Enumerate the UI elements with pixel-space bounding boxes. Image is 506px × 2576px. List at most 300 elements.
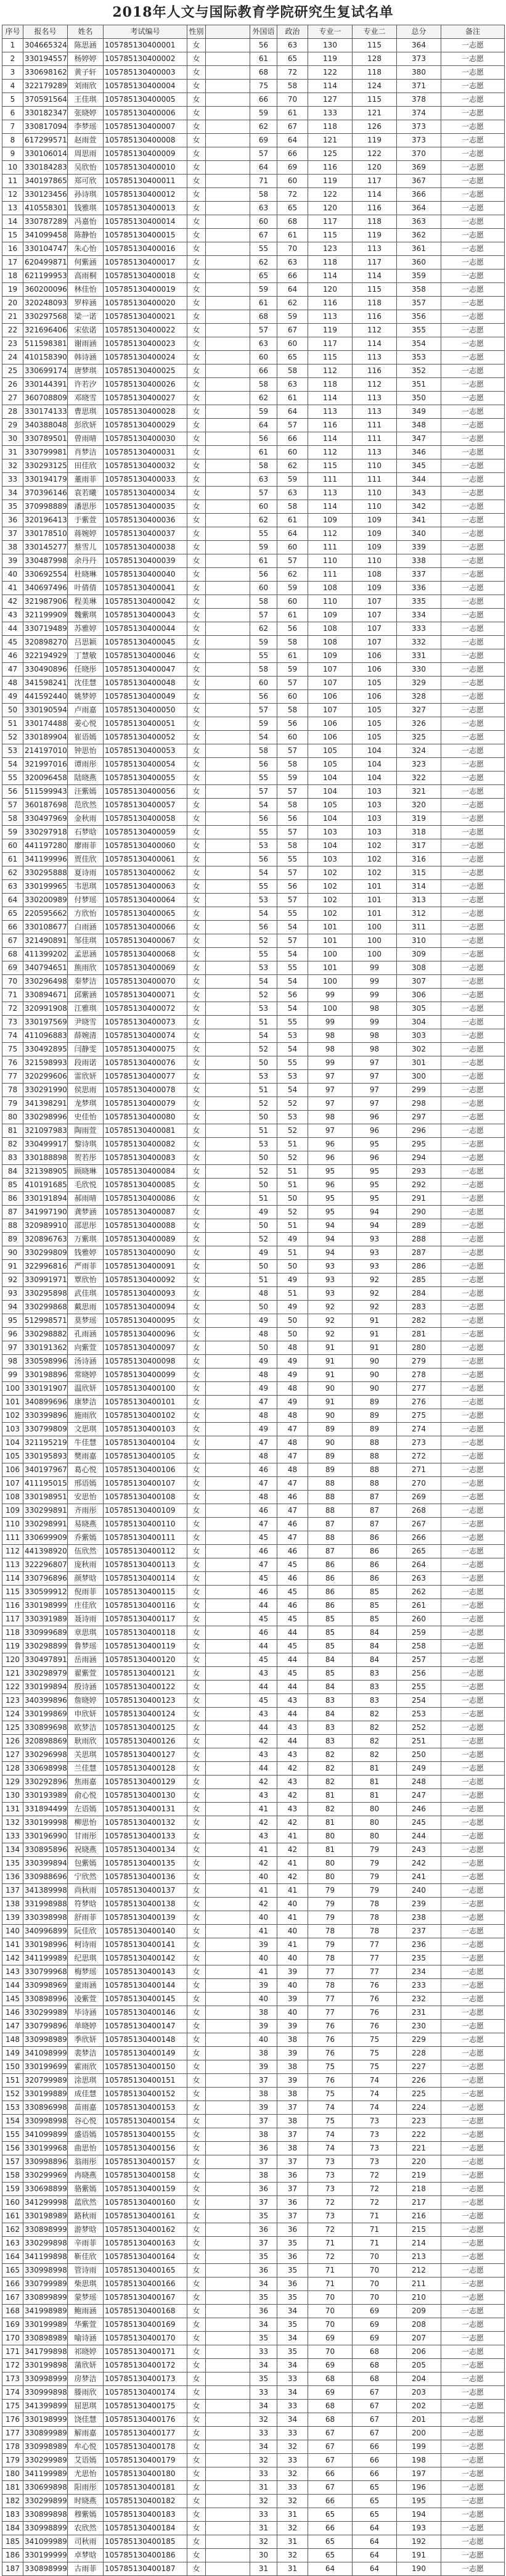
cell-col-gender: 女: [187, 1097, 206, 1111]
cell-col-index: 111: [2, 1531, 23, 1545]
cell-col-gender: 女: [187, 1138, 206, 1151]
cell-col-index: 18: [2, 270, 23, 283]
cell-col-gender: 女: [187, 392, 206, 405]
cell-col-major-two: 106: [353, 649, 397, 663]
cell-col-application-no: 340996899: [23, 1925, 68, 1938]
cell-col-major-one: 83: [308, 1721, 353, 1735]
cell-col-index: 68: [2, 948, 23, 961]
cell-col-gender: 女: [187, 473, 206, 487]
cell-col-total: 231: [397, 2006, 441, 2020]
cell-col-index: 186: [2, 2549, 23, 2562]
table-row: [2, 663, 505, 677]
cell-spacer: [206, 2508, 250, 2522]
cell-col-foreign-language: 60: [250, 582, 277, 595]
table-row: [2, 2006, 505, 2020]
cell-col-total: 215: [397, 2223, 441, 2237]
cell-col-major-one: 85: [308, 1667, 353, 1681]
cell-col-gender: 女: [187, 663, 206, 677]
cell-col-index: 16: [2, 242, 23, 256]
cell-col-major-one: 113: [308, 310, 353, 324]
table-row: [2, 975, 505, 989]
cell-col-foreign-language: 35: [250, 2372, 277, 2386]
cell-col-foreign-language: 54: [250, 907, 277, 921]
cell-col-major-one: 80: [308, 1857, 353, 1870]
cell-col-application-no: 330299899: [23, 2495, 68, 2508]
table-row: [2, 2155, 505, 2169]
cell-col-major-two: 100: [353, 948, 397, 961]
cell-col-politics: 42: [277, 1843, 308, 1857]
cell-col-name: 关思琪: [68, 1748, 104, 1762]
cell-col-gender: 女: [187, 1803, 206, 1816]
cell-col-major-two: 65: [353, 2508, 397, 2522]
cell-col-name: 蒙梦瑶: [68, 2291, 104, 2305]
cell-spacer: [206, 1463, 250, 1477]
cell-col-major-two: 100: [353, 921, 397, 934]
cell-col-gender: 女: [187, 2047, 206, 2060]
cell-spacer: [206, 446, 250, 459]
cell-spacer: [206, 839, 250, 853]
cell-col-major-two: 78: [353, 1898, 397, 1911]
cell-col-index: 170: [2, 2332, 23, 2345]
cell-col-foreign-language: 42: [250, 1857, 277, 1870]
cell-col-major-one: 133: [308, 107, 353, 120]
cell-col-total: 338: [397, 554, 441, 568]
cell-col-application-no: 360200096: [23, 283, 68, 297]
cell-col-application-no: 441197280: [23, 839, 68, 853]
cell-col-politics: 72: [277, 188, 308, 202]
cell-col-remark: 一志愿: [441, 2454, 505, 2467]
cell-col-total: 303: [397, 1029, 441, 1043]
cell-col-total: 300: [397, 1070, 441, 1084]
cell-col-politics: 43: [277, 1748, 308, 1762]
cell-col-index: 175: [2, 2400, 23, 2413]
cell-col-name: 鲁梦瑶: [68, 1640, 104, 1653]
cell-col-application-no: 330174133: [23, 405, 68, 419]
cell-col-index: 33: [2, 473, 23, 487]
cell-col-application-no: 341099899: [23, 2128, 68, 2142]
cell-col-total: 318: [397, 826, 441, 839]
cell-col-politics: 64: [277, 283, 308, 297]
cell-col-politics: 36: [277, 2278, 308, 2291]
cell-col-foreign-language: 68: [250, 310, 277, 324]
cell-col-foreign-language: 47: [250, 1436, 277, 1450]
cell-col-name: 程美琳: [68, 595, 104, 609]
cell-col-name: 廖雨菲: [68, 839, 104, 853]
cell-col-politics: 49: [277, 1301, 308, 1314]
cell-col-foreign-language: 53: [250, 1070, 277, 1084]
table-row: [2, 826, 505, 839]
cell-col-foreign-language: 51: [250, 1016, 277, 1029]
cell-spacer: [206, 1396, 250, 1409]
cell-col-politics: 42: [277, 1816, 308, 1830]
cell-col-politics: 67: [277, 324, 308, 337]
cell-col-politics: 46: [277, 1545, 308, 1558]
cell-col-major-two: 117: [353, 256, 397, 270]
cell-col-politics: 64: [277, 134, 308, 147]
cell-col-exam-no: 105785130400172: [104, 2359, 187, 2372]
cell-col-exam-no: 105785130400149: [104, 2047, 187, 2060]
cell-col-application-no: 330198951: [23, 1491, 68, 1504]
cell-col-foreign-language: 47: [250, 1396, 277, 1409]
cell-col-foreign-language: 41: [250, 1884, 277, 1898]
cell-col-major-one: 114: [308, 500, 353, 514]
cell-col-remark: 一志愿: [441, 188, 505, 202]
cell-col-politics: 60: [277, 595, 308, 609]
cell-col-index: 92: [2, 1274, 23, 1287]
cell-col-major-one: 90: [308, 1436, 353, 1450]
cell-col-application-no: 320799989: [23, 2074, 68, 2088]
cell-col-gender: 女: [187, 1857, 206, 1870]
cell-spacer: [206, 2088, 250, 2101]
cell-col-major-two: 86: [353, 1558, 397, 1572]
cell-col-major-two: 113: [353, 392, 397, 405]
cell-spacer: [206, 609, 250, 622]
cell-col-exam-no: 105785130400177: [104, 2427, 187, 2440]
cell-col-politics: 48: [277, 1341, 308, 1355]
cell-col-politics: 54: [277, 921, 308, 934]
cell-col-politics: 62: [277, 297, 308, 310]
cell-col-gender: 女: [187, 1219, 206, 1233]
cell-col-gender: 女: [187, 1613, 206, 1626]
cell-spacer: [206, 2495, 250, 2508]
cell-col-gender: 女: [187, 2033, 206, 2047]
cell-col-gender: 女: [187, 609, 206, 622]
cell-col-foreign-language: 59: [250, 636, 277, 649]
cell-spacer: [206, 934, 250, 948]
cell-col-foreign-language: 33: [250, 2386, 277, 2400]
cell-col-gender: 女: [187, 1572, 206, 1586]
cell-col-exam-no: 105785130400181: [104, 2481, 187, 2495]
cell-col-politics: 50: [277, 1192, 308, 1206]
cell-col-total: 304: [397, 1016, 441, 1029]
table-row: [2, 378, 505, 392]
cell-col-exam-no: 105785130400073: [104, 1016, 187, 1029]
cell-col-foreign-language: 56: [250, 921, 277, 934]
cell-spacer: [206, 2481, 250, 2495]
cell-col-gender: 女: [187, 1925, 206, 1938]
cell-col-name: 兰佳慧: [68, 1762, 104, 1776]
cell-col-major-one: 91: [308, 1396, 353, 1409]
cell-col-index: 59: [2, 826, 23, 839]
cell-spacer: [206, 1341, 250, 1355]
cell-col-total: 327: [397, 704, 441, 717]
table-row: [2, 1463, 505, 1477]
cell-col-remark: 一志愿: [441, 147, 505, 161]
cell-col-remark: 一志愿: [441, 2332, 505, 2345]
cell-col-exam-no: 105785130400152: [104, 2088, 187, 2101]
cell-col-index: 78: [2, 1084, 23, 1097]
cell-col-total: 203: [397, 2386, 441, 2400]
cell-col-foreign-language: 38: [250, 2128, 277, 2142]
cell-col-index: 109: [2, 1504, 23, 1518]
cell-col-remark: 一志愿: [441, 473, 505, 487]
cell-col-gender: 女: [187, 772, 206, 785]
cell-col-gender: 女: [187, 717, 206, 731]
cell-col-gender: 女: [187, 622, 206, 636]
cell-col-major-two: 122: [353, 147, 397, 161]
cell-col-gender: 女: [187, 1314, 206, 1328]
cell-col-total: 366: [397, 188, 441, 202]
cell-col-total: 339: [397, 541, 441, 554]
cell-col-remark: 一志愿: [441, 2210, 505, 2223]
cell-col-politics: 58: [277, 500, 308, 514]
table-row: [2, 93, 505, 107]
cell-col-index: 80: [2, 1111, 23, 1124]
cell-col-exam-no: 105785130400010: [104, 161, 187, 175]
cell-col-foreign-language: 62: [250, 392, 277, 405]
cell-col-major-two: 75: [353, 2060, 397, 2074]
cell-col-foreign-language: 50: [250, 1301, 277, 1314]
table-row: [2, 500, 505, 514]
cell-col-politics: 43: [277, 1721, 308, 1735]
cell-col-remark: 一志愿: [441, 2440, 505, 2454]
cell-col-foreign-language: 56: [250, 690, 277, 704]
cell-col-total: 270: [397, 1477, 441, 1491]
cell-col-index: 21: [2, 310, 23, 324]
cell-col-index: 66: [2, 921, 23, 934]
cell-col-index: 7: [2, 120, 23, 134]
table-row: [2, 1870, 505, 1884]
cell-col-remark: 一志愿: [441, 1748, 505, 1762]
cell-col-major-two: 84: [353, 1653, 397, 1667]
cell-col-foreign-language: 34: [250, 2278, 277, 2291]
cell-col-foreign-language: 47: [250, 1518, 277, 1531]
table-row: [2, 39, 505, 52]
cell-col-politics: 42: [277, 1789, 308, 1803]
cell-col-exam-no: 105785130400117: [104, 1613, 187, 1626]
table-row: [2, 907, 505, 921]
cell-col-index: 52: [2, 731, 23, 744]
cell-col-exam-no: 105785130400163: [104, 2237, 187, 2250]
table-row: [2, 310, 505, 324]
cell-spacer: [206, 405, 250, 419]
cell-col-foreign-language: 53: [250, 839, 277, 853]
cell-col-exam-no: 105785130400001: [104, 39, 187, 52]
table-row: [2, 337, 505, 351]
cell-col-index: 95: [2, 1314, 23, 1328]
cell-col-exam-no: 105785130400120: [104, 1653, 187, 1667]
cell-col-foreign-language: 43: [250, 1789, 277, 1803]
cell-col-gender: 女: [187, 1287, 206, 1301]
cell-col-major-two: 76: [353, 1993, 397, 2006]
table-row: [2, 1382, 505, 1396]
cell-col-gender: 女: [187, 731, 206, 744]
cell-col-remark: 一志愿: [441, 541, 505, 554]
cell-col-politics: 43: [277, 1694, 308, 1708]
cell-col-index: 88: [2, 1219, 23, 1233]
cell-col-index: 139: [2, 1911, 23, 1925]
cell-col-name: 谷心悦: [68, 2115, 104, 2128]
cell-col-total: 206: [397, 2345, 441, 2359]
cell-col-exam-no: 105785130400114: [104, 1572, 187, 1586]
cell-col-index: 35: [2, 500, 23, 514]
cell-col-application-no: 330297568: [23, 310, 68, 324]
cell-col-gender: 女: [187, 1694, 206, 1708]
cell-spacer: [206, 2427, 250, 2440]
cell-col-index: 67: [2, 934, 23, 948]
cell-col-gender: 女: [187, 2413, 206, 2427]
cell-col-politics: 52: [277, 1206, 308, 1219]
cell-col-index: 164: [2, 2250, 23, 2264]
cell-col-politics: 56: [277, 717, 308, 731]
table-row: [2, 785, 505, 799]
cell-spacer: [206, 554, 250, 568]
cell-spacer: [206, 2413, 250, 2427]
cell-col-politics: 31: [277, 2535, 308, 2549]
cell-col-name: 滕雨欣: [68, 2386, 104, 2400]
cell-col-major-two: 93: [353, 1260, 397, 1274]
cell-col-gender: 女: [187, 1667, 206, 1681]
cell-col-name: 贾佳欣: [68, 853, 104, 866]
cell-col-exam-no: 105785130400089: [104, 1233, 187, 1246]
cell-col-foreign-language: 42: [250, 1816, 277, 1830]
cell-col-major-one: 109: [308, 514, 353, 527]
cell-col-remark: 一志愿: [441, 1274, 505, 1287]
cell-col-index: 36: [2, 514, 23, 527]
cell-col-name: 刘雨欣: [68, 80, 104, 93]
cell-col-name: 岳雨涵: [68, 1653, 104, 1667]
cell-col-total: 278: [397, 1368, 441, 1382]
cell-col-index: 182: [2, 2495, 23, 2508]
cell-col-major-two: 113: [353, 242, 397, 256]
cell-col-major-two: 102: [353, 866, 397, 880]
cell-col-application-no: 341399899: [23, 2400, 68, 2413]
cell-col-exam-no: 105785130400022: [104, 324, 187, 337]
cell-col-major-two: 107: [353, 595, 397, 609]
cell-col-application-no: 330598996: [23, 1355, 68, 1368]
cell-col-application-no: 511598381: [23, 337, 68, 351]
cell-col-gender: 女: [187, 1409, 206, 1423]
cell-col-name: 耿雨欣: [68, 1735, 104, 1748]
cell-col-major-two: 118: [353, 215, 397, 229]
cell-col-major-one: 83: [308, 1735, 353, 1748]
cell-col-gender: 女: [187, 961, 206, 975]
cell-col-major-one: 84: [308, 1708, 353, 1721]
cell-col-name: 庄佳欣: [68, 1599, 104, 1613]
cell-col-gender: 女: [187, 1070, 206, 1084]
cell-col-politics: 51: [277, 1138, 308, 1151]
cell-col-exam-no: 105785130400052: [104, 731, 187, 744]
cell-col-politics: 39: [277, 2074, 308, 2088]
table-row: [2, 2264, 505, 2278]
cell-col-total: 325: [397, 731, 441, 744]
cell-col-major-one: 65: [308, 2535, 353, 2549]
cell-col-politics: 40: [277, 1925, 308, 1938]
table-row: [2, 1043, 505, 1056]
cell-col-total: 261: [397, 1599, 441, 1613]
cell-col-remark: 一志愿: [441, 785, 505, 799]
cell-col-major-one: 119: [308, 324, 353, 337]
cell-spacer: [206, 2345, 250, 2359]
cell-col-major-two: 91: [353, 1314, 397, 1328]
cell-col-index: 152: [2, 2088, 23, 2101]
cell-col-name: 段雨诺: [68, 1056, 104, 1070]
table-row: [2, 568, 505, 582]
table-row: [2, 1029, 505, 1043]
cell-col-politics: 55: [277, 1056, 308, 1070]
cell-col-major-one: 84: [308, 1681, 353, 1694]
cell-col-gender: 女: [187, 2386, 206, 2400]
cell-col-remark: 一志愿: [441, 772, 505, 785]
cell-col-remark: 一志愿: [441, 1314, 505, 1328]
cell-col-name: 苏雅婷: [68, 622, 104, 636]
cell-col-application-no: 320989910: [23, 1219, 68, 1233]
cell-col-total: 293: [397, 1165, 441, 1179]
table-row: [2, 1816, 505, 1830]
cell-col-application-no: 330189904: [23, 731, 68, 744]
cell-col-major-two: 64: [353, 2535, 397, 2549]
cell-col-total: 249: [397, 1762, 441, 1776]
cell-spacer: [206, 1735, 250, 1748]
cell-col-application-no: 330123456: [23, 188, 68, 202]
cell-col-index: 171: [2, 2345, 23, 2359]
table-row: [2, 2183, 505, 2196]
cell-col-application-no: 411399202: [23, 948, 68, 961]
cell-col-total: 343: [397, 487, 441, 500]
cell-col-politics: 35: [277, 2264, 308, 2278]
cell-col-exam-no: 105785130400054: [104, 758, 187, 772]
cell-col-total: 255: [397, 1681, 441, 1694]
cell-col-application-no: 304665324: [23, 39, 68, 52]
cell-col-exam-no: 105785130400059: [104, 826, 187, 839]
cell-col-foreign-language: 57: [250, 487, 277, 500]
cell-col-name: 阳雨彤: [68, 2481, 104, 2495]
cell-col-major-one: 74: [308, 2142, 353, 2155]
cell-col-exam-no: 105785130400168: [104, 2305, 187, 2318]
cell-col-total: 301: [397, 1056, 441, 1070]
cell-col-name: 翁雨彤: [68, 2155, 104, 2169]
cell-col-application-no: 341199996: [23, 853, 68, 866]
cell-col-application-no: 330698998: [23, 1762, 68, 1776]
cell-col-major-one: 103: [308, 853, 353, 866]
cell-col-name: 施雨欣: [68, 1409, 104, 1423]
cell-col-total: 351: [397, 378, 441, 392]
cell-col-foreign-language: 63: [250, 473, 277, 487]
cell-col-major-two: 68: [353, 2372, 397, 2386]
cell-col-remark: 一志愿: [441, 2250, 505, 2264]
cell-col-name: 尚秋雨: [68, 1884, 104, 1898]
cell-col-major-two: 84: [353, 1626, 397, 1640]
cell-col-gender: 女: [187, 2522, 206, 2535]
cell-col-total: 263: [397, 1572, 441, 1586]
cell-col-name: 庞秋雨: [68, 1558, 104, 1572]
cell-col-remark: 一志愿: [441, 989, 505, 1002]
cell-col-total: 240: [397, 1884, 441, 1898]
cell-col-major-one: 115: [308, 459, 353, 473]
cell-spacer: [206, 2060, 250, 2074]
cell-col-politics: 44: [277, 1626, 308, 1640]
cell-col-application-no: 330698899: [23, 2183, 68, 2196]
cell-col-major-one: 93: [308, 1287, 353, 1301]
cell-col-total: 331: [397, 649, 441, 663]
cell-col-foreign-language: 45: [250, 1572, 277, 1586]
cell-col-major-two: 104: [353, 772, 397, 785]
cell-col-name: 黎诗琪: [68, 1138, 104, 1151]
cell-col-remark: 一志愿: [441, 1165, 505, 1179]
cell-spacer: [206, 1165, 250, 1179]
cell-col-index: 145: [2, 1993, 23, 2006]
cell-col-remark: 一志愿: [441, 351, 505, 364]
cell-col-name: 司秋雨: [68, 2535, 104, 2549]
cell-spacer: [206, 2155, 250, 2169]
cell-col-remark: 一志愿: [441, 1396, 505, 1409]
cell-col-gender: 女: [187, 2183, 206, 2196]
cell-col-exam-no: 105785130400040: [104, 568, 187, 582]
cell-col-name: 江雅琪: [68, 1002, 104, 1016]
cell-col-gender: 女: [187, 80, 206, 93]
table-row: [2, 80, 505, 93]
cell-col-major-one: 105: [308, 758, 353, 772]
